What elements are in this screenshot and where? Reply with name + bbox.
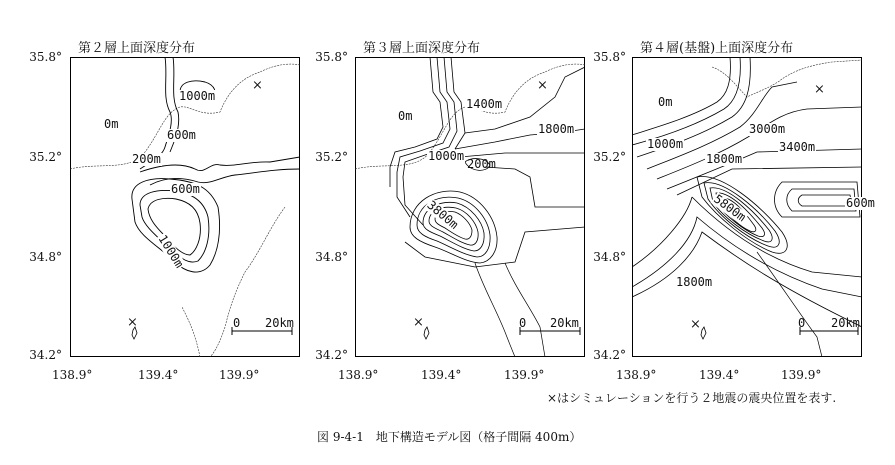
contour-label: 1400m: [466, 97, 503, 111]
scale-start: 0: [233, 316, 241, 330]
island: [424, 327, 429, 339]
y-tick: 34.8°: [29, 250, 62, 264]
contour-label: 600m: [171, 182, 200, 196]
contour-line: [451, 57, 465, 149]
y-tick: 34.8°: [593, 250, 626, 264]
y-tick: 34.8°: [315, 250, 348, 264]
epicenter-marker: ×: [127, 315, 138, 330]
x-tick: 139.9°: [219, 368, 260, 382]
contour-line: [485, 167, 585, 207]
y-tick: 35.8°: [29, 50, 62, 64]
x-tick: 139.9°: [504, 368, 545, 382]
epicenter-note: ×はシミュレーションを行う２地震の震央位置を表す.: [547, 391, 837, 405]
y-tick: 35.2°: [29, 150, 62, 164]
y-tick: 34.2°: [29, 348, 62, 362]
x-tick: 138.9°: [52, 368, 93, 382]
y-tick: 35.8°: [315, 50, 348, 64]
contour-label: 1000m: [428, 149, 465, 163]
epicenter-marker: ×: [814, 82, 825, 97]
x-tick: 139.9°: [781, 368, 822, 382]
contour-label: 1800m: [706, 152, 743, 166]
river: [475, 263, 515, 357]
panel-title: 第２層上面深度分布: [78, 41, 196, 56]
contour-line: [632, 57, 740, 145]
scale-end: 20km: [550, 316, 579, 330]
island: [701, 327, 706, 339]
panel-title: 第４層(基盤)上面深度分布: [640, 41, 794, 56]
contour-label: 3000m: [749, 122, 786, 136]
x-tick: 138.9°: [616, 368, 657, 382]
x-tick: 138.9°: [338, 368, 379, 382]
contour-label: 3800m: [424, 197, 462, 232]
scale-start: 0: [798, 316, 806, 330]
scale-start: 0: [519, 316, 527, 330]
y-tick: 34.2°: [593, 348, 626, 362]
river: [757, 252, 822, 357]
river: [505, 263, 545, 357]
contour-label: 1000m: [647, 137, 684, 151]
epicenter-marker: ×: [690, 317, 701, 332]
x-tick: 139.4°: [699, 368, 740, 382]
x-tick: 139.4°: [138, 368, 179, 382]
scale-end: 20km: [831, 316, 860, 330]
contour-label: 200m: [467, 157, 496, 171]
contour-label: 1000m: [155, 232, 187, 271]
x-tick: 139.4°: [421, 368, 462, 382]
contour-line: [632, 232, 862, 327]
contour-label: 1800m: [538, 122, 575, 136]
contour-line: [397, 57, 450, 217]
epicenter-marker: ×: [537, 78, 548, 93]
panel-title: 第３層上面深度分布: [363, 41, 481, 56]
y-tick: 35.8°: [593, 50, 626, 64]
y-tick: 35.2°: [593, 150, 626, 164]
contour-label: 200m: [132, 152, 161, 166]
scale-end: 20km: [265, 316, 294, 330]
contour-label: 0m: [658, 95, 673, 109]
epicenter-marker: ×: [252, 78, 263, 93]
contour-line: [632, 217, 862, 297]
contour-line: [677, 167, 862, 195]
contour-label: 0m: [104, 117, 119, 131]
contour-line: [667, 149, 862, 189]
y-tick: 35.2°: [315, 150, 348, 164]
contour-line: [140, 157, 300, 172]
contour-label: 0m: [398, 109, 413, 123]
contour-label: 1000m: [179, 89, 216, 103]
epicenter-marker: ×: [413, 315, 424, 330]
contour-label: 600m: [167, 128, 196, 142]
contour-line: [798, 195, 852, 206]
contour-label: 5800m: [711, 191, 749, 225]
coastline: [712, 60, 862, 97]
contour-label: 3400m: [779, 140, 816, 154]
contour-label: 600m: [846, 196, 875, 210]
contour-label: 1800m: [676, 275, 713, 289]
contour-line: [632, 197, 862, 277]
y-tick: 34.2°: [315, 348, 348, 362]
coastline: [70, 64, 300, 357]
figure-caption: 図 9-4-1 地下構造モデル図（格子間隔 400m）: [317, 430, 582, 444]
